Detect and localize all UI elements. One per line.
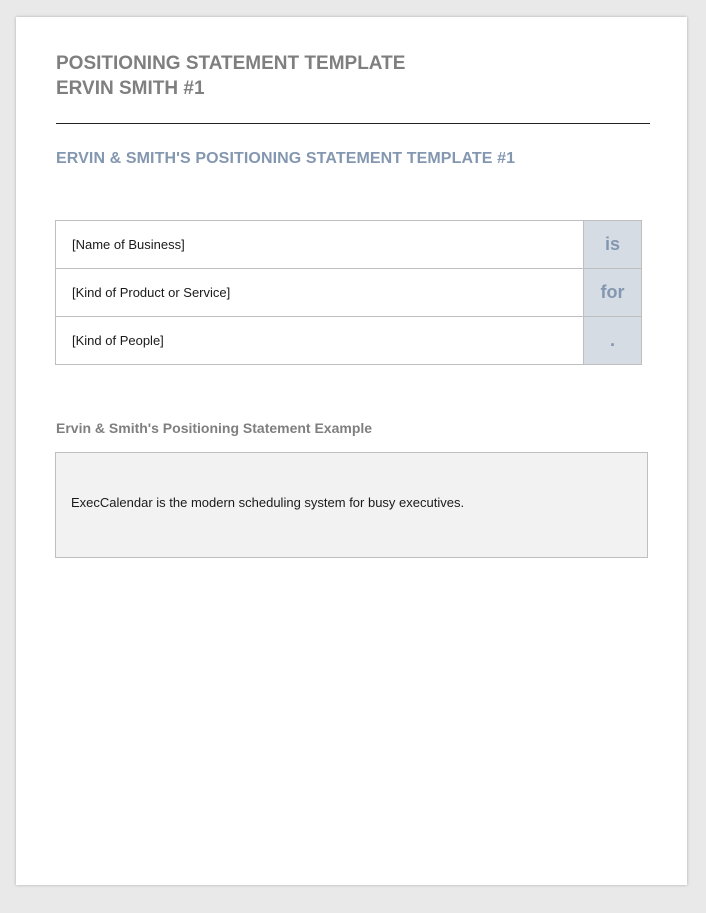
product-service-cell[interactable]: [Kind of Product or Service] [56, 269, 584, 317]
people-cell[interactable]: [Kind of People] [56, 317, 584, 365]
example-heading: Ervin & Smith's Positioning Statement Example [56, 420, 373, 436]
table-row [56, 317, 642, 365]
example-box [55, 452, 648, 558]
title-line-2: ERVIN SMITH #1 [56, 78, 205, 99]
table-row [56, 269, 642, 317]
connector-is: is [584, 221, 642, 269]
section-heading: ERVIN & SMITH'S POSITIONING STATEMENT TEMPLATE #1 [56, 150, 516, 167]
statement-template-table [55, 220, 642, 365]
document-title [56, 51, 405, 101]
example-text: ExecCalendar is the modern scheduling system for busy executives. [71, 495, 465, 510]
title-divider [56, 123, 650, 124]
table-row [56, 221, 642, 269]
title-line-1: POSITIONING STATEMENT TEMPLATE [56, 53, 406, 74]
business-name-cell[interactable]: [Name of Business] [56, 221, 584, 269]
document-page [16, 17, 687, 885]
connector-period: . [584, 317, 642, 365]
connector-for: for [584, 269, 642, 317]
